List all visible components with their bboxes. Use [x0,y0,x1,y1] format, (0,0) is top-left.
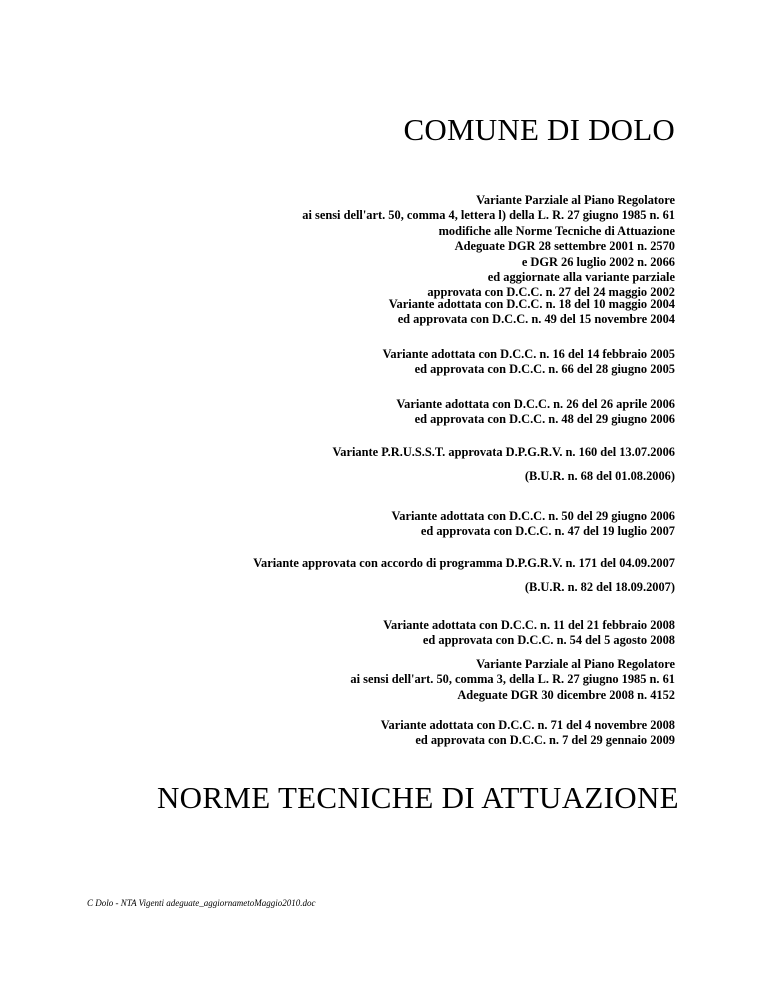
block-line: e DGR 26 luglio 2002 n. 2066 [521,254,675,269]
block-line: ed approvata con D.C.C. n. 49 del 15 novembre 2004 [397,312,675,327]
block-line: Variante Parziale al Piano Regolatore [476,657,675,671]
variant-block-1 [302,193,675,301]
block-line: ed aggiornate alla variante parziale [487,270,675,285]
block-line: ed approvata con D.C.C. n. 54 del 5 agosto 2008 [422,633,675,648]
variant-block-7 [253,556,675,571]
block-line: modifiche alle Norme Tecniche di Attuazione [438,223,675,238]
municipality-title: COMUNE DI DOLO [403,112,675,147]
variant-block-6 [391,509,675,540]
block-line: ed approvata con D.C.C. n. 66 del 28 giugno 2005 [414,362,675,377]
block-line: ed approvata con D.C.C. n. 48 del 29 giugno 2006 [414,412,675,427]
block-line: Adeguate DGR 30 dicembre 2008 n. 4152 [457,687,675,702]
block-line: approvata con D.C.C. n. 27 del 24 maggio 2002 [427,285,675,300]
variant-block-4 [396,397,675,428]
block-line: (B.U.R. n. 82 del 18.09.2007) [524,580,675,594]
variant-block-10 [381,718,675,749]
block-line: Variante adottata con D.C.C. n. 26 del 26 aprile 2006 [396,397,675,411]
block-line: ed approvata con D.C.C. n. 7 del 29 gennaio 2009 [415,733,675,748]
bur-block-1 [525,469,675,484]
variant-block-2 [389,297,675,328]
bur-block-2 [525,580,675,595]
block-line: Variante adottata con D.C.C. n. 71 del 4 novembre 2008 [380,718,675,732]
block-line: Variante approvata con accordo di programma D.P.G.R.V. n. 171 del 04.09.2007 [253,556,675,570]
variant-block-9 [350,657,675,703]
block-line: Variante Parziale al Piano Regolatore [476,193,675,207]
block-line: Variante adottata con D.C.C. n. 18 del 10 maggio 2004 [388,297,675,311]
block-line: Variante adottata con D.C.C. n. 16 del 14 febbraio 2005 [382,347,675,361]
block-line: Adeguate DGR 28 settembre 2001 n. 2570 [454,239,675,254]
variant-block-8 [383,618,675,649]
block-line: ed approvata con D.C.C. n. 47 del 19 luglio 2007 [420,524,675,539]
block-line: ai sensi dell'art. 50, comma 4, lettera l) della L. R. 27 giugno 1985 n. 61 [302,208,675,223]
block-line: ai sensi dell'art. 50, comma 3, della L. R. 27 giugno 1985 n. 61 [350,672,675,687]
block-line: Variante adottata con D.C.C. n. 11 del 21 febbraio 2008 [383,618,675,632]
footer-filename: C Dolo - NTA Vigenti adeguate_aggiornametoMaggio2010.doc [87,898,316,908]
variant-block-5 [332,445,675,460]
block-line: (B.U.R. n. 68 del 01.08.2006) [524,469,675,483]
block-line: Variante adottata con D.C.C. n. 50 del 29 giugno 2006 [391,509,675,523]
variant-block-3 [383,347,675,378]
block-line: Variante P.R.U.S.S.T. approvata D.P.G.R.V. n. 160 del 13.07.2006 [332,445,675,459]
document-title: NORME TECNICHE DI ATTUAZIONE [157,780,679,815]
